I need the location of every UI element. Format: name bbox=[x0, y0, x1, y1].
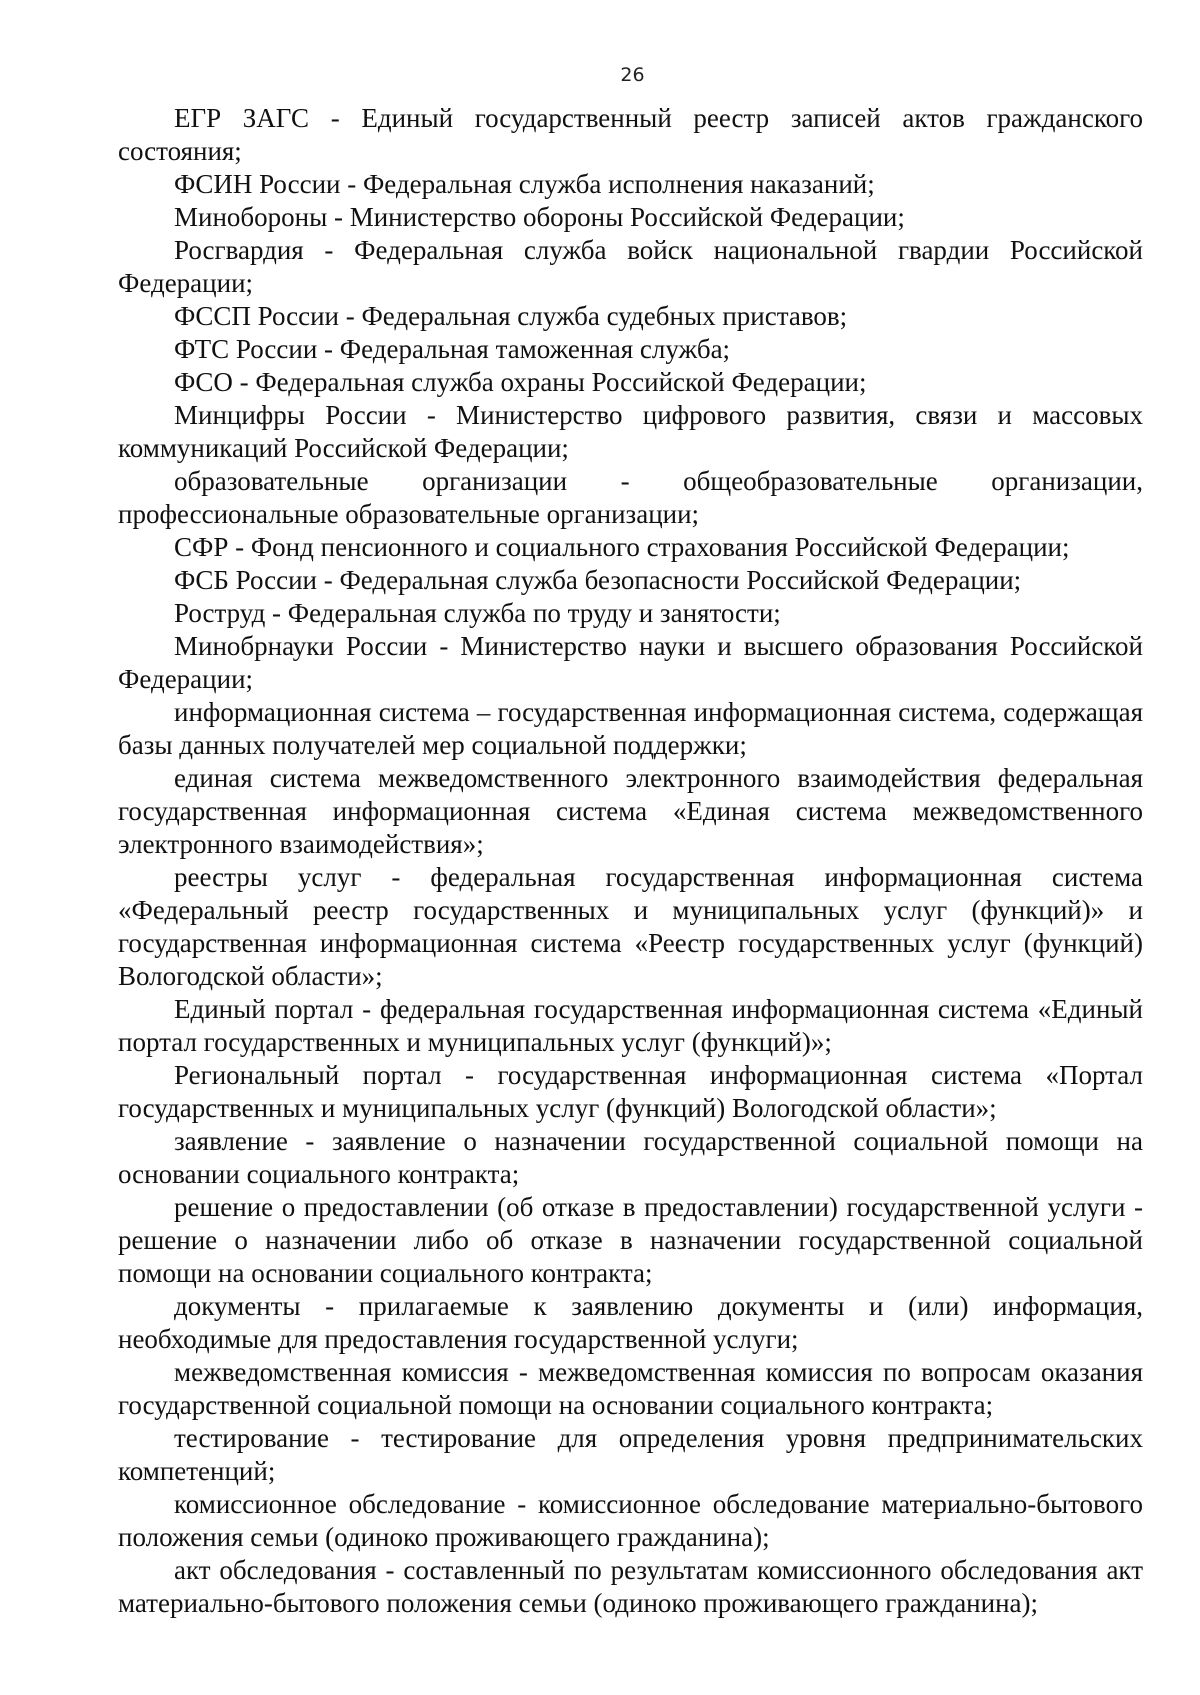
definition-paragraph: ФСБ России - Федеральная служба безопасности Российской Федерации; bbox=[174, 565, 1022, 595]
definition-paragraph: ФТС России - Федеральная таможенная служба; bbox=[174, 334, 731, 364]
definition-paragraph: тестирование - тестирование для определения уровня предпринимательских компетенций; bbox=[118, 1423, 1143, 1486]
definition-paragraph: межведомственная комиссия - межведомственная комиссия по вопросам оказания государственной социальной помощи на основании социального контракта; bbox=[118, 1357, 1143, 1420]
definition-paragraph: СФР - Фонд пенсионного и социального страхования Российской Федерации; bbox=[174, 532, 1070, 562]
definition-paragraph: ЕГР ЗАГС - Единый государственный реестр записей актов гражданского состояния; bbox=[118, 103, 1143, 166]
definition-paragraph: заявление - заявление о назначении государственной социальной помощи на основании социального контракта; bbox=[118, 1126, 1143, 1189]
definition-paragraph: ФСИН России - Федеральная служба исполнения наказаний; bbox=[174, 169, 875, 199]
definition-paragraph: Роструд - Федеральная служба по труду и занятости; bbox=[174, 598, 781, 628]
definition-paragraph: комиссионное обследование - комиссионное обследование материально-бытового положения семьи (одиноко проживающего гражданина); bbox=[118, 1489, 1143, 1552]
definition-paragraph: Минобрнауки России - Министерство науки и высшего образования Российской Федерации; bbox=[118, 631, 1143, 694]
definition-paragraph: Минцифры России - Министерство цифрового развития, связи и массовых коммуникаций Российской Федерации; bbox=[118, 400, 1143, 463]
definition-paragraph: Региональный портал - государственная информационная система «Портал государственных и муниципальных услуг (функций) Вологодской области»; bbox=[118, 1060, 1143, 1123]
definition-paragraph: реестры услуг - федеральная государственная информационная система «Федеральный реестр государственных и муниципальных услуг (функций)» и государственная информационная система «Реестр государственных услуг (функций) Вологодской области»; bbox=[118, 862, 1143, 991]
definition-paragraph: Росгвардия - Федеральная служба войск национальной гвардии Российской Федерации; bbox=[118, 235, 1143, 298]
definition-paragraph: Минобороны - Министерство обороны Российской Федерации; bbox=[174, 202, 905, 232]
definition-paragraph: документы - прилагаемые к заявлению документы и (или) информация, необходимые для предоставления государственной услуги; bbox=[118, 1291, 1143, 1354]
definition-paragraph: Единый портал - федеральная государственная информационная система «Единый портал государственных и муниципальных услуг (функций)»; bbox=[118, 994, 1143, 1057]
definition-paragraph: акт обследования - составленный по результатам комиссионного обследования акт материально-бытового положения семьи (одиноко проживающего гражданина); bbox=[118, 1555, 1143, 1618]
definition-paragraph: решение о предоставлении (об отказе в предоставлении) государственной услуги - решение о назначении либо об отказе в назначении государственной социальной помощи на основании социального контракта; bbox=[118, 1192, 1143, 1288]
definition-paragraph: ФСО - Федеральная служба охраны Российской Федерации; bbox=[174, 367, 867, 397]
definition-paragraph: информационная система – государственная информационная система, содержащая базы данных получателей мер социальной поддержки; bbox=[118, 697, 1143, 760]
definition-paragraph: ФССП России - Федеральная служба судебных приставов; bbox=[174, 301, 848, 331]
definition-paragraph: единая система межведомственного электронного взаимодействия федеральная государственная информационная система «Единая система межведомственного электронного взаимодействия»; bbox=[118, 763, 1143, 859]
page-number: 26 bbox=[620, 64, 645, 86]
definition-paragraph: образовательные организации - общеобразовательные организации, профессиональные образовательные организации; bbox=[118, 466, 1143, 529]
definitions-list bbox=[118, 102, 1143, 1620]
